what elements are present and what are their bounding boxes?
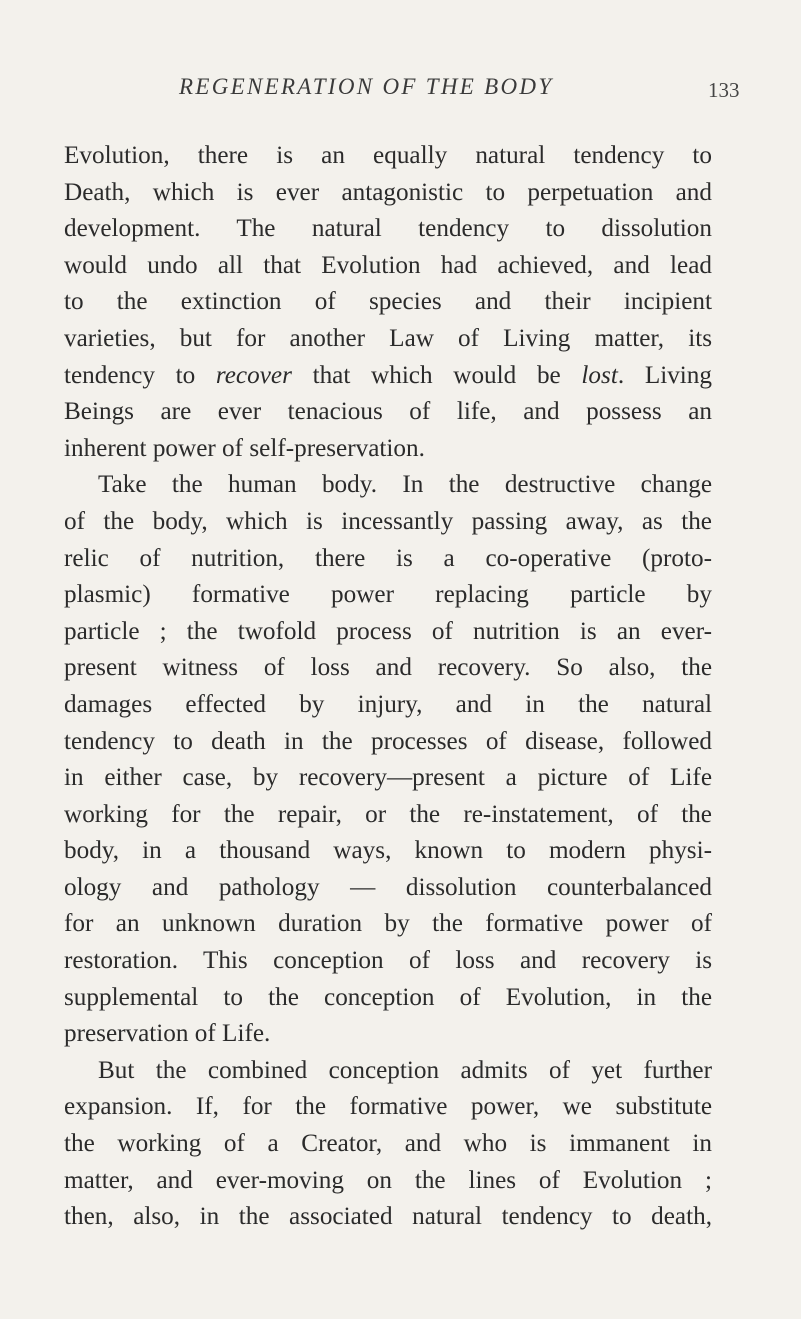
text-run: that which would be [291, 361, 582, 389]
text-line: Death, which is ever antagonistic to perpetuation and [64, 178, 712, 206]
text-line: the working of a Creator, and who is immanent in [64, 1130, 712, 1158]
text-line: development. The natural tendency to dissolution [64, 215, 712, 243]
text-line: body, in a thousand ways, known to modern physi- [64, 837, 712, 865]
text-line: for an unknown duration by the formative power of [64, 910, 712, 938]
text-line: But the combined conception admits of yet further [98, 1056, 712, 1084]
text-line: restoration. This conception of loss and recovery is [64, 947, 712, 975]
text-line [64, 358, 712, 395]
text-line: preservation of Life. [64, 1020, 271, 1048]
italic-word: lost [581, 361, 618, 389]
text-line: of the body, which is incessantly passing away, as the [64, 507, 712, 535]
text-line: then, also, in the associated natural tendency to death, [64, 1203, 712, 1231]
italic-word: recover [215, 361, 292, 389]
text-line: Beings are ever tenacious of life, and possess an [64, 398, 712, 426]
text-line: particle ; the twofold process of nutrition is an ever- [64, 617, 712, 645]
text-line: varieties, but for another Law of Living matter, its [64, 324, 712, 352]
text-line: ology and pathology — dissolution counterbalanced [64, 873, 712, 901]
text-line: inherent power of self-preservation. [64, 434, 425, 462]
text-line: supplemental to the conception of Evolution, in the [64, 983, 712, 1011]
text-line: Evolution, there is an equally natural tendency to [64, 142, 712, 169]
text-line: would undo all that Evolution had achieved, and lead [64, 251, 712, 279]
running-head [0, 74, 801, 108]
text-line: tendency to death in the processes of disease, followed [64, 727, 712, 755]
text-line: damages effected by injury, and in the natural [64, 690, 712, 718]
text-line: in either case, by recovery—present a picture of Life [64, 764, 712, 792]
text-line: matter, and ever-moving on the lines of Evolution ; [64, 1166, 712, 1194]
text-line: Take the human body. In the destructive change [98, 471, 712, 499]
text-line: plasmic) formative power replacing particle by [64, 581, 712, 609]
body-text [64, 138, 712, 1236]
text-line: present witness of loss and recovery. So also, the [64, 654, 712, 682]
text-line: expansion. If, for the formative power, we substitute [64, 1093, 712, 1121]
text-line: to the extinction of species and their incipient [64, 288, 712, 316]
text-run: . Living [617, 361, 712, 389]
page-number: 133 [708, 78, 740, 102]
running-title: REGENERATION OF THE BODY [179, 74, 554, 99]
text-run: tendency to [64, 361, 216, 389]
text-line: relic of nutrition, there is a co-operative (proto- [64, 544, 712, 572]
text-line: working for the repair, or the re-instatement, of the [64, 800, 712, 828]
